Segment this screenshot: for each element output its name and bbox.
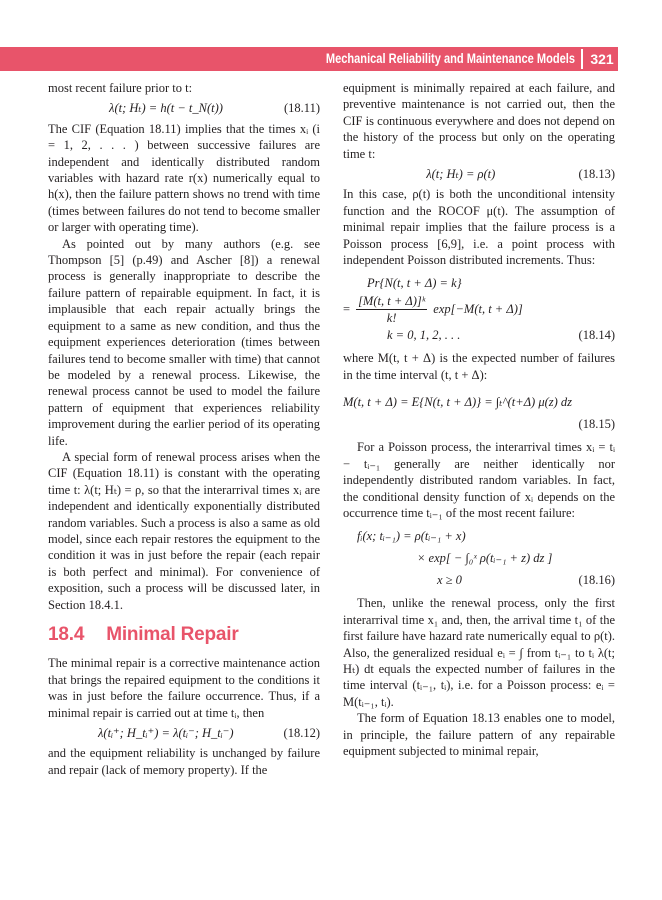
equation-18-16 bbox=[343, 527, 615, 589]
right-column bbox=[343, 80, 615, 759]
equation-18-15 bbox=[343, 389, 615, 433]
paragraph: For a Poisson process, the interarrival times xᵢ = tᵢ − tᵢ₋₁ generally are neither identically nor independently distributed random variables. In fact, the conditional density function of xᵢ depends on the occurrence time tᵢ₋₁ of the most recent failure: bbox=[343, 440, 615, 520]
equation-condition: x ≥ 0 bbox=[437, 573, 462, 588]
paragraph: The minimal repair is a corrective maintenance action that brings the repaired equipment to the conditions it was in just before the failure occurrence. Thus, if a minimal repair is carried out at time tᵢ, then bbox=[48, 656, 320, 720]
paragraph: Then, unlike the renewal process, only the first interarrival time x₁ and, then, the arrival time t₁ of the first failure have hazard rate numerically equal to ρ(t). Also, the generalized residual eᵢ = ∫ from tᵢ₋₁ to tᵢ λ(t; Hₜ) dt equals the expected number of failures in the time interval (tᵢ₋₁, tᵢ), i.e. for a Poisson process: eᵢ = M(tᵢ₋₁, tᵢ). bbox=[343, 596, 615, 709]
equation-line bbox=[343, 292, 615, 326]
paragraph: The CIF (Equation 18.11) implies that the times xᵢ (i = 1, 2, . . . ) between successive failures are independent and identically distributed random variables with hazard rate r(x) numerically equal to h(x), then the failure pattern shows no trend with time (times between failures do not tend to become smaller or larger with operating time). bbox=[48, 121, 320, 235]
fraction bbox=[356, 293, 427, 327]
equation-number: (18.15) bbox=[578, 417, 615, 432]
paragraph: A special form of renewal process arises when the CIF (Equation 18.11) is constant with the operating time t: λ(t; Hₜ) = ρ, so that the interarrival times xᵢ are independent and identically exponentially distributed random variables. Such a process is also a same as old model, since each repair restores the equipment to the condition it was in just before the repair (each repair is both perfect and minimal). For convenience of exposition, such a process will be discussed later, in Section 18.4.1. bbox=[48, 449, 320, 612]
equation-line: M(t, t + Δ) = E{N(t, t + Δ)} = ∫ₜ^(t+Δ) μ(z) dz bbox=[343, 395, 573, 410]
fraction-numerator: [M(t, t + Δ)]ᵏ bbox=[356, 293, 427, 310]
page-number: 321 bbox=[590, 51, 614, 67]
paragraph: where M(t, t + Δ) is the expected number of failures in the time interval (t, t + Δ): bbox=[343, 351, 615, 382]
equation-number: (18.14) bbox=[578, 328, 615, 343]
equation-line: Pr{N(t, t + Δ) = k} bbox=[367, 276, 462, 291]
equation-18-14 bbox=[343, 274, 615, 344]
equation-line bbox=[343, 571, 615, 589]
fraction-denominator: k! bbox=[386, 310, 397, 325]
equals-sign: = bbox=[343, 302, 351, 317]
left-column bbox=[48, 80, 320, 778]
equation-condition: k = 0, 1, 2, . . . bbox=[387, 328, 461, 343]
section-heading bbox=[48, 624, 320, 645]
equation-line bbox=[343, 415, 615, 433]
equation-number: (18.11) bbox=[284, 101, 320, 116]
equation-line bbox=[343, 326, 615, 344]
equation-18-12 bbox=[48, 725, 320, 741]
paragraph: As pointed out by many authors (e.g. see Thompson [5] (p.49) and Ascher [8]) a renewal process is generally inappropriate to describe the failure pattern of repairable equipment. In fact, it is implausible that each repair actually brings the equipment to a same as new condition, and thus the equipment experiences deterioration (times between failures tend to become smaller with time) that cannot be modeled by a renewal process. Likewise, the renewal process cannot be used to model the failure pattern of equipment that experiences reliability improvement during the earlier period of its operating life. bbox=[48, 236, 320, 448]
paragraph: and the equipment reliability is unchanged by failure and repair (lack of memory property). If the bbox=[48, 746, 320, 777]
equation-body: λ(tᵢ⁺; H_tᵢ⁺) = λ(tᵢ⁻; H_tᵢ⁻) bbox=[98, 726, 234, 741]
equation-tail: exp[−M(t, t + Δ)] bbox=[433, 302, 523, 317]
equation-line: fᵢ(x; tᵢ₋₁) = ρ(tᵢ₋₁ + x) bbox=[357, 529, 466, 544]
equation-number: (18.12) bbox=[283, 726, 320, 741]
section-number: 18.4 bbox=[48, 624, 85, 645]
equation-number: (18.13) bbox=[578, 167, 615, 182]
equation-18-11 bbox=[48, 100, 320, 116]
equation-body: λ(t; Hₜ) = h(t − t_N(t)) bbox=[109, 101, 223, 116]
equation-18-13 bbox=[343, 166, 615, 182]
equation-body: λ(t; Hₜ) = ρ(t) bbox=[426, 167, 496, 182]
header-separator bbox=[581, 49, 583, 69]
equation-line: × exp[ − ∫₀ˣ ρ(tᵢ₋₁ + z) dz ] bbox=[417, 551, 553, 566]
paragraph: most recent failure prior to t: bbox=[48, 81, 193, 95]
paragraph: equipment is minimally repaired at each failure, and preventive maintenance is not carried out, then the CIF is continuous everywhere and does not depend on the history of the process but only on the operating time t: bbox=[343, 81, 615, 161]
running-title: Mechanical Reliability and Maintenance Models bbox=[325, 51, 575, 66]
paragraph: In this case, ρ(t) is both the unconditional intensity function and the ROCOF μ(t). The assumption of minimal repair implies that the failure process is a Poisson process [6,9], i.e. a point process with independent Poisson distributed increments. Thus: bbox=[343, 187, 615, 268]
equation-number: (18.16) bbox=[578, 573, 615, 588]
paragraph: The form of Equation 18.13 enables one to model, in principle, the failure pattern of any repairable equipment subjected to minimal repair, bbox=[343, 711, 615, 758]
section-title: Minimal Repair bbox=[106, 624, 239, 645]
